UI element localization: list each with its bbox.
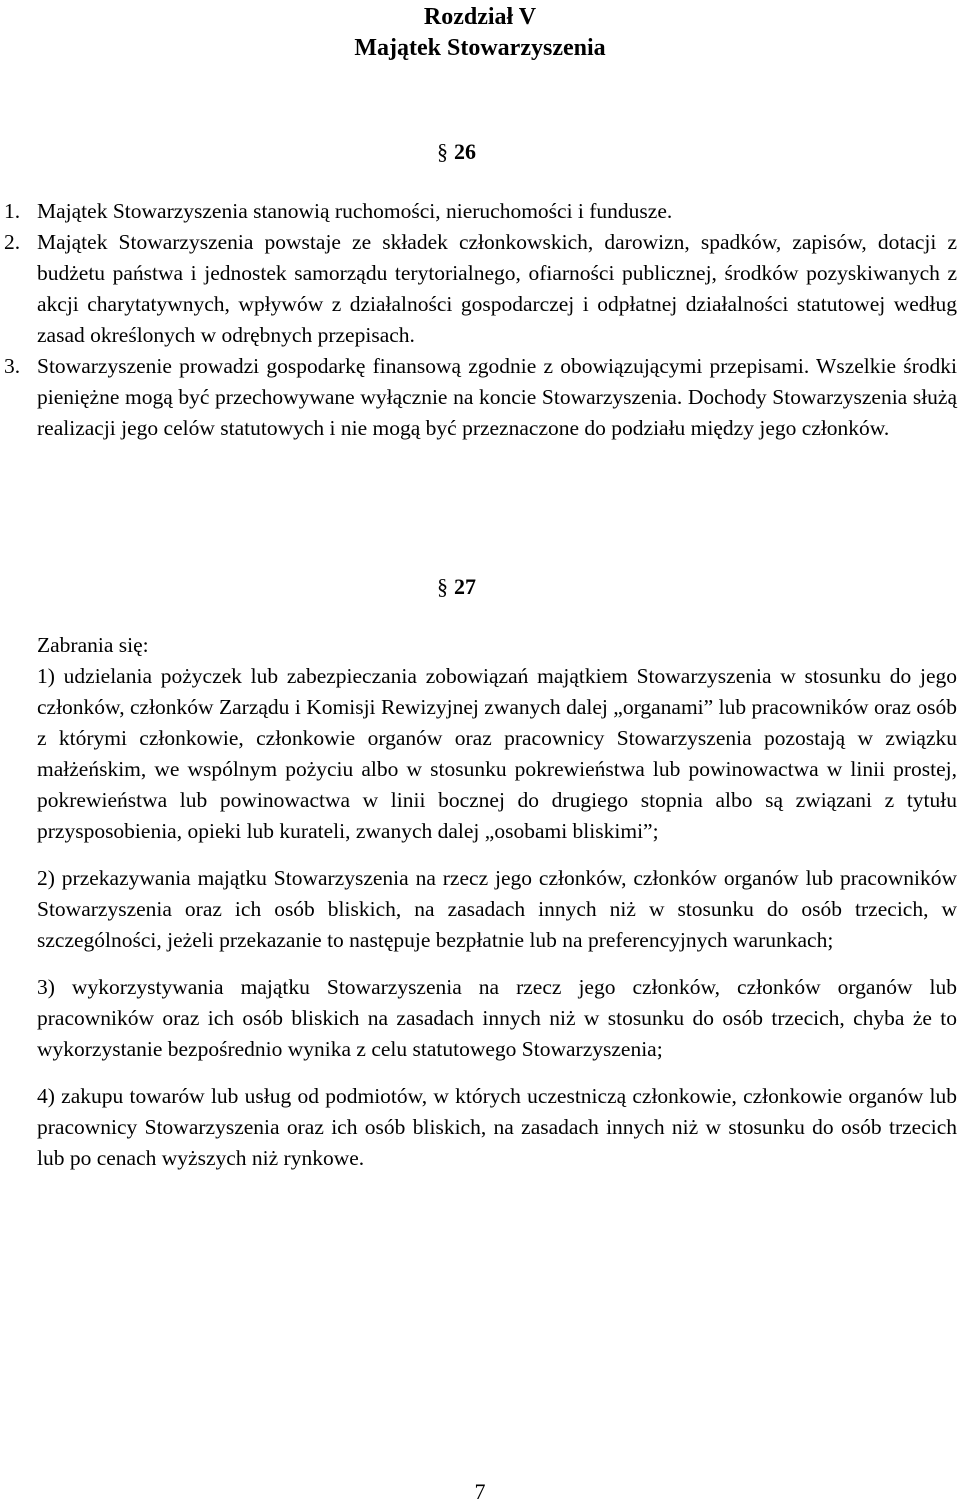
paragraph-item (4, 351, 957, 444)
prohibition-point: 1) udzielania pożyczek lub zabezpieczania zobowiązań majątkiem Stowarzyszenia w stosunku do jego członków, członków Zarządu i Komisji Rewizyjnej zwanych dalej „organami” lub pracowników oraz osób z którymi członkowie, członkowie organów oraz pracownicy Stowarzyszenia pozostają w związku małżeńskim, we wspólnym pożyciu albo w stosunku pokrewieństwa lub powinowactwa w linii prostej, pokrewieństwa lub powinowactwa w linii bocznej do drugiego stopnia albo są związani z tytułu przysposobienia, opieki lub kurateli, zwanych dalej „osobami bliskimi”; (37, 664, 957, 843)
item-number: 3. (4, 354, 21, 378)
section-number: 27 (454, 574, 476, 599)
section-27-heading (437, 572, 476, 602)
paragraph-item (4, 227, 957, 351)
prohibition-point: 3) wykorzystywania majątku Stowarzyszenia na rzecz jego członków, członków organów lub pracowników oraz ich osób bliskich na zasadach innych niż w stosunku do osób trzecich, chyba że to wykorzystanie bezpośrednio wynika z celu statutowego Stowarzyszenia; (37, 975, 957, 1061)
section-sign: § (437, 139, 448, 164)
section-number: 26 (454, 139, 476, 164)
section-intro: Zabrania się: (37, 633, 149, 657)
paragraph-item (4, 196, 957, 227)
chapter-title: Majątek Stowarzyszenia (354, 35, 606, 61)
page-number: 7 (474, 1479, 486, 1504)
section-26-body (4, 196, 957, 444)
prohibition-point: 2) przekazywania majątku Stowarzyszenia na rzecz jego członków, członków organów lub pracowników Stowarzyszenia oraz ich osób bliskich, na zasadach innych niż w stosunku do osób trzecich, w szczególności, jeżeli przekazanie to następuje bezpłatnie lub na preferencyjnych warunkach; (37, 866, 957, 952)
chapter-number: Rozdział V (423, 4, 537, 30)
item-text: Stowarzyszenie prowadzi gospodarkę finansową zgodnie z obowiązującymi przepisami. Wszelkie środki pieniężne mogą być przechowywane wyłącznie na koncie Stowarzyszenia. Dochody Stowarzyszenia służą realizacji jego celów statutowych i nie mogą być przeznaczone do podziału między jego członków. (37, 354, 957, 440)
item-text: Majątek Stowarzyszenia stanowią ruchomości, nieruchomości i fundusze. (37, 199, 673, 223)
item-number: 1. (4, 199, 21, 223)
item-text: Majątek Stowarzyszenia powstaje ze składek członkowskich, darowizn, spadków, zapisów, dotacji z budżetu państwa i jednostek samorządu terytorialnego, ofiarności publicznej, środków pozyskiwanych z akcji charytatywnych, wpływów z działalności gospodarczej i odpłatnej działalności statutowej według zasad określonych w odrębnych przepisach. (37, 230, 957, 347)
section-sign: § (437, 574, 448, 599)
section-26-heading (437, 137, 476, 167)
prohibition-point: 4) zakupu towarów lub usług od podmiotów, w których uczestniczą członkowie, członkowie organów lub pracownicy Stowarzyszenia oraz ich osób bliskich, na zasadach innych niż w stosunku do osób trzecich lub po cenach wyższych niż rynkowe. (37, 1084, 957, 1170)
section-27-body (37, 630, 957, 1174)
item-number: 2. (4, 230, 21, 254)
